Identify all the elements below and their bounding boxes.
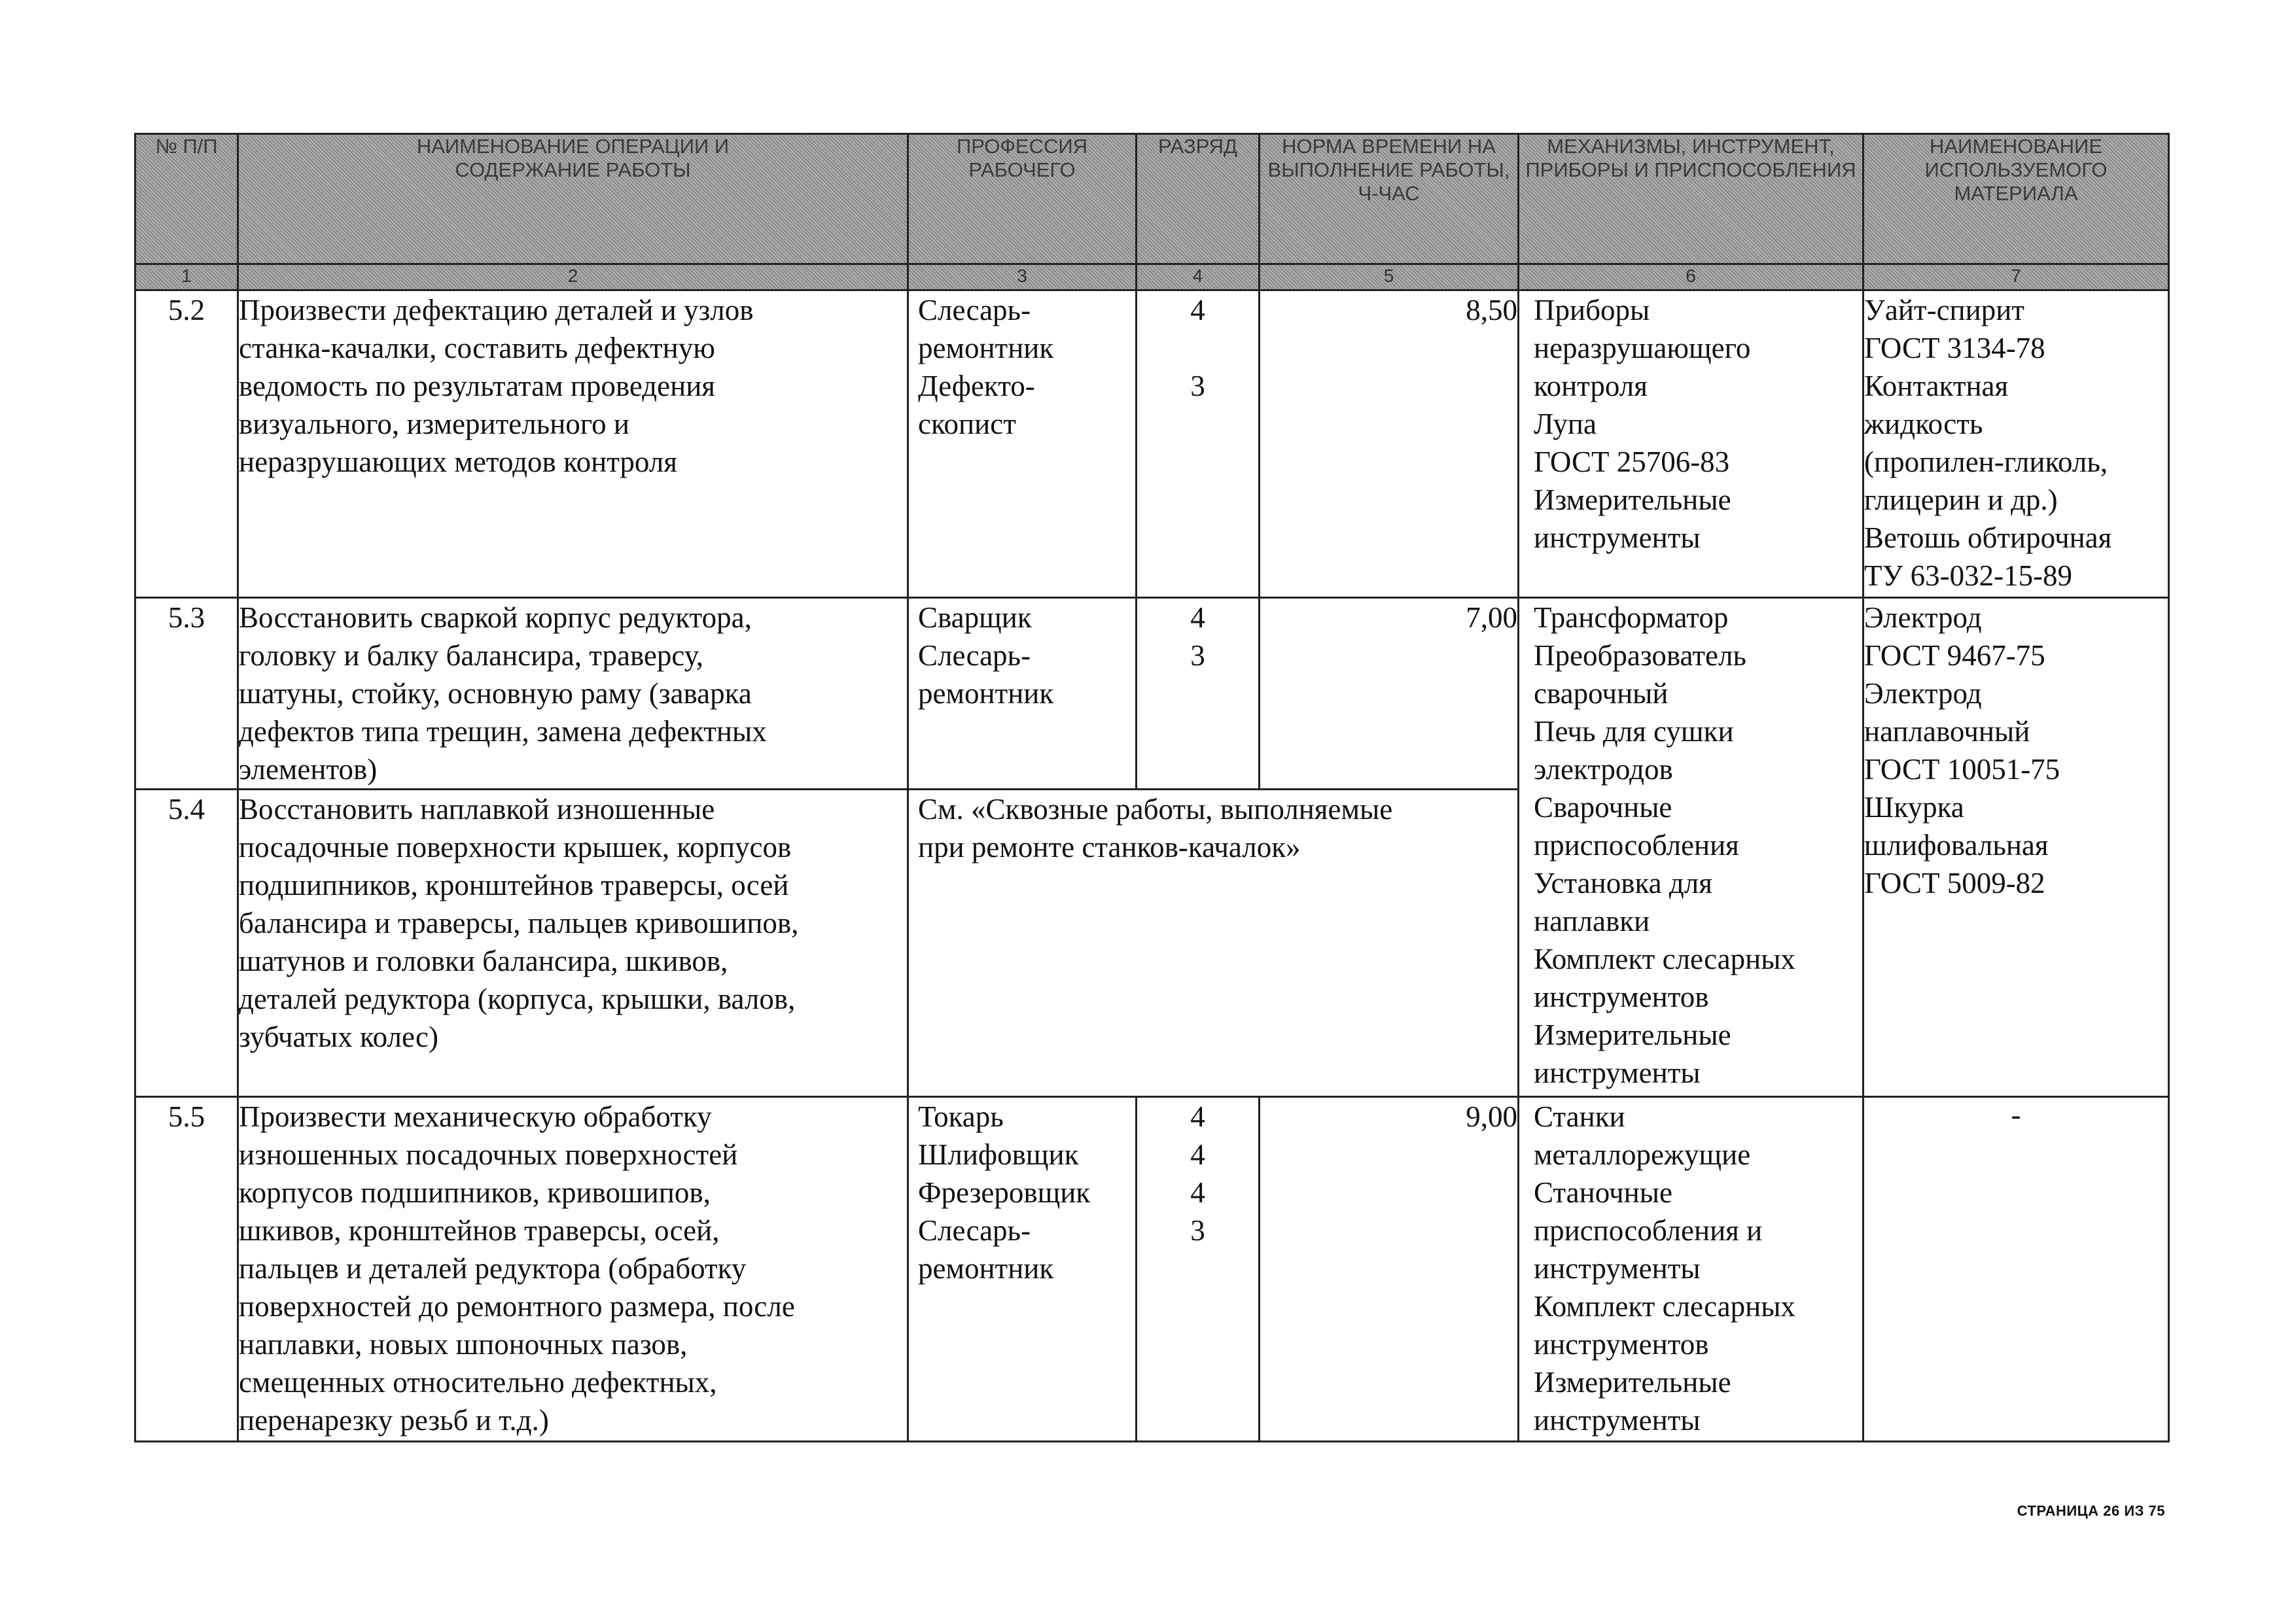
header-material: НАИМЕНОВАНИЕ ИСПОЛЬЗУЕМОГО МАТЕРИАЛА bbox=[1863, 134, 2169, 264]
table-row bbox=[135, 290, 2169, 598]
header-grade: РАЗРЯД bbox=[1137, 134, 1260, 264]
materials-list: - bbox=[1863, 1097, 2169, 1442]
worker-profession: Слесарь- ремонтник Дефекто- скопист bbox=[908, 290, 1137, 598]
operations-table bbox=[134, 133, 2170, 1442]
header-operation: НАИМЕНОВАНИЕ ОПЕРАЦИИ И СОДЕРЖАНИЕ РАБОТЫ bbox=[238, 134, 908, 264]
cross-reference-note: См. «Сквозные работы, выполняемые при ремонте станков-качалок» bbox=[908, 790, 1519, 1097]
column-number: 6 bbox=[1519, 264, 1863, 290]
tools-list: Приборы неразрушающего контроля Лупа ГОСТ 25706-83 Измерительные инструменты bbox=[1519, 290, 1863, 598]
worker-grade: 4 4 4 3 bbox=[1137, 1097, 1260, 1442]
operation-description: Восстановить сваркой корпус редуктора, головку и балку балансира, траверсу, шатуны, стойку, основную раму (заварка дефектов типа трещин, замена дефектных элементов) bbox=[238, 598, 908, 790]
table-row bbox=[135, 1097, 2169, 1442]
column-number: 5 bbox=[1260, 264, 1519, 290]
worker-profession: Сварщик Слесарь- ремонтник bbox=[908, 598, 1137, 790]
worker-grade: 4 3 bbox=[1137, 598, 1260, 790]
worker-profession: Токарь Шлифовщик Фрезеровщик Слесарь- ремонтник bbox=[908, 1097, 1137, 1442]
column-number: 7 bbox=[1863, 264, 2169, 290]
column-number: 3 bbox=[908, 264, 1137, 290]
row-number: 5.4 bbox=[135, 790, 238, 1097]
row-number: 5.3 bbox=[135, 598, 238, 790]
tools-list: Трансформатор Преобразователь сварочный Печь для сушки электродов Сварочные приспособления Установка для наплавки Комплект слесарных инструментов Измерительные инструменты bbox=[1519, 598, 1863, 1097]
operation-description: Произвести механическую обработку изношенных посадочных поверхностей корпусов подшипников, кривошипов, шкивов, кронштейнов траверсы, осей, пальцев и деталей редуктора (обработку поверхностей до ремонтного размера, после наплавки, новых шпоночных пазов, смещенных относительно дефектных, перенарезку резьб и т.д.) bbox=[238, 1097, 908, 1442]
header-time-norm: НОРМА ВРЕМЕНИ НА ВЫПОЛНЕНИЕ РАБОТЫ, Ч-ЧАС bbox=[1260, 134, 1519, 264]
operation-description: Произвести дефектацию деталей и узлов станка-качалки, составить дефектную ведомость по результатам проведения визуального, измерительного и неразрушающих методов контроля bbox=[238, 290, 908, 598]
header-row-number: № П/П bbox=[135, 134, 238, 264]
header-profession: ПРОФЕССИЯ РАБОЧЕГО bbox=[908, 134, 1137, 264]
time-norm: 9,00 bbox=[1260, 1097, 1519, 1442]
table-header-row bbox=[135, 134, 2169, 264]
column-number-row bbox=[135, 264, 2169, 290]
worker-grade: 4 3 bbox=[1137, 290, 1260, 598]
header-tools: МЕХАНИЗМЫ, ИНСТРУМЕНТ, ПРИБОРЫ И ПРИСПОСОБЛЕНИЯ bbox=[1519, 134, 1863, 264]
column-number: 2 bbox=[238, 264, 908, 290]
column-number: 1 bbox=[135, 264, 238, 290]
operation-description: Восстановить наплавкой изношенные посадочные поверхности крышек, корпусов подшипников, кронштейнов траверсы, осей балансира и траверсы, пальцев кривошипов, шатунов и головки балансира, шкивов, деталей редуктора (корпуса, крышки, валов, зубчатых колес) bbox=[238, 790, 908, 1097]
page-number: СТРАНИЦА 26 ИЗ 75 bbox=[2017, 1503, 2165, 1519]
row-number: 5.5 bbox=[135, 1097, 238, 1442]
time-norm: 8,50 bbox=[1260, 290, 1519, 598]
column-number: 4 bbox=[1137, 264, 1260, 290]
table-row bbox=[135, 598, 2169, 790]
materials-list: Уайт-спирит ГОСТ 3134-78 Контактная жидкость (пропилен-гликоль, глицерин и др.) Ветошь обтирочная ТУ 63-032-15-89 bbox=[1863, 290, 2169, 598]
tools-list: Станки металлорежущие Станочные приспособления и инструменты Комплект слесарных инструментов Измерительные инструменты bbox=[1519, 1097, 1863, 1442]
time-norm: 7,00 bbox=[1260, 598, 1519, 790]
materials-list: Электрод ГОСТ 9467-75 Электрод наплавочный ГОСТ 10051-75 Шкурка шлифовальная ГОСТ 5009-82 bbox=[1863, 598, 2169, 1097]
row-number: 5.2 bbox=[135, 290, 238, 598]
